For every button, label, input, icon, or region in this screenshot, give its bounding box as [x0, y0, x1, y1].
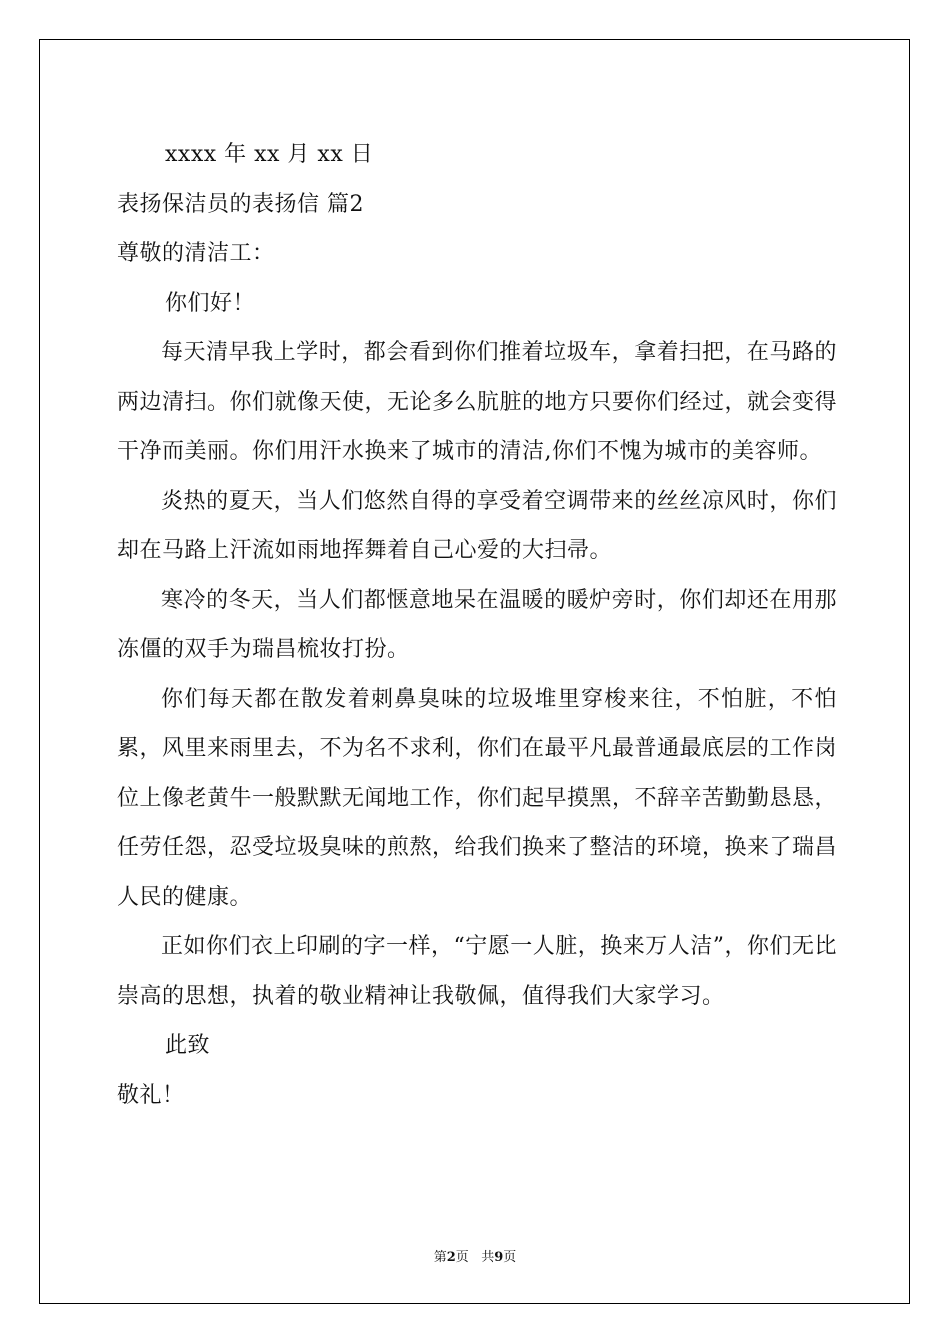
page-footer — [0, 1246, 950, 1265]
letter-salutation: 尊敬的清洁工： — [117, 241, 275, 266]
paragraph-3: 寒冷的冬天，当人们都惬意地呆在温暖的暖炉旁时，你们却还在用那冻僵的双手为瑞昌梳妆打扮。 — [117, 587, 837, 662]
footer-prefix: 第 — [433, 1250, 447, 1265]
letter-date: xxxx 年 xx 月 xx 日 — [165, 142, 374, 167]
letter-title: 表扬保洁员的表扬信 篇2 — [117, 191, 364, 217]
paragraph-4: 你们每天都在散发着刺鼻臭味的垃圾堆里穿梭来往，不怕脏，不怕累，风里来雨里去，不为名不求利，你们在最平凡最普通最底层的工作岗位上像老黄牛一般默默无闻地工作，你们起早摸黑，不辞辛苦勤勤恳恳，任劳任怨，忍受垃圾臭味的煎熬，给我们换来了整洁的环境，换来了瑞昌人民的健康。 — [117, 686, 838, 910]
footer-total-suffix: 页 — [503, 1250, 517, 1265]
footer-page-number: 2 — [446, 1250, 456, 1265]
letter-greeting: 你们好！ — [165, 290, 256, 316]
letter-body — [117, 130, 837, 1120]
letter-closing-2: 敬礼！ — [117, 1082, 185, 1108]
footer-total-pages: 9 — [494, 1250, 504, 1265]
footer-page-suffix: 页 — [455, 1250, 469, 1265]
footer-total-prefix: 共 — [481, 1250, 495, 1265]
letter-closing-1: 此致 — [165, 1033, 211, 1058]
paragraph-1: 每天清早我上学时，都会看到你们推着垃圾车，拿着扫把，在马路的两边清扫。你们就像天使，无论多么肮脏的地方只要你们经过，就会变得干净而美丽。你们用汗水换来了城市的清洁,你们不愧为城市的美容师。 — [117, 340, 838, 464]
paragraph-5: 正如你们衣上印刷的字一样，“宁愿一人脏，换来万人洁”，你们无比崇高的思想，执着的敬业精神让我敬佩，值得我们大家学习。 — [117, 934, 837, 1009]
paragraph-2: 炎热的夏天，当人们悠然自得的享受着空调带来的丝丝凉风时，你们却在马路上汗流如雨地挥舞着自己心爱的大扫帚。 — [117, 488, 837, 563]
